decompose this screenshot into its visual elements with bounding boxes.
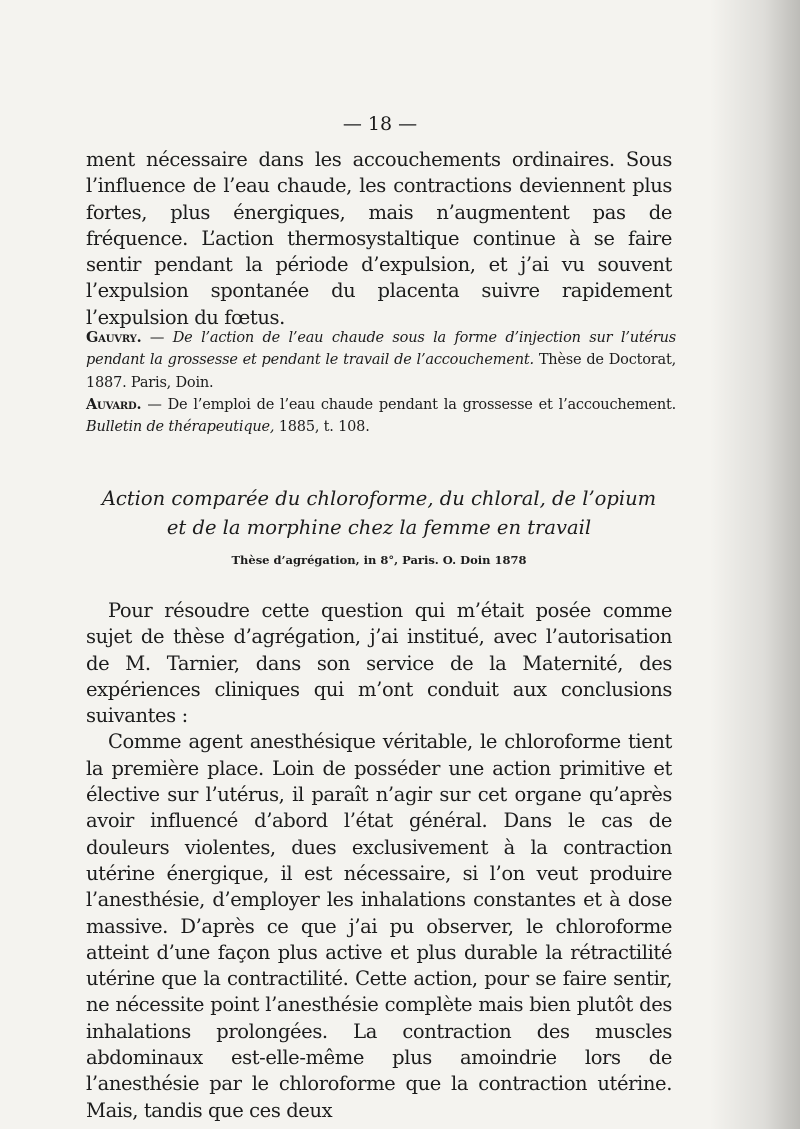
reference-gauvry bbox=[86, 327, 676, 394]
section-heading bbox=[86, 485, 672, 542]
reference-author: Gauvry. bbox=[86, 329, 142, 346]
reference-dash: — bbox=[141, 330, 173, 346]
page-edge-shadow bbox=[710, 0, 800, 1129]
reference-auvard bbox=[86, 394, 676, 439]
reference-details: 1885, t. 108. bbox=[274, 419, 370, 436]
reference-author: Auvard. bbox=[86, 395, 142, 413]
reference-details: Thèse de Doctorat, 1887. Paris, Doin. bbox=[86, 352, 676, 391]
section-subtitle: Thèse d’agrégation, in 8°, Paris. O. Doin 1878 bbox=[231, 553, 527, 567]
paragraph-chloroforme: Comme agent anesthésique véritable, le chloroforme tient la première place. Loin de posséder une action primitive et élective sur l’utérus, il paraît n’agir sur cet organe qu’après avoir influencé d’abord l’état général. Dans le cas de douleurs violentes, dues exclusivement à la contraction utérine énergique, il est nécessaire, si l’on veut produire l’anesthésie, d’employer les inhalations constantes et à dose massive. D’après ce que j’ai pu observer, le chloroforme atteint d’une façon plus active et plus durable la rétractilité utérine que la contractilité. Cette action, pour se faire sentir, ne nécessite point l’anesthésie complète mais bien plutôt des inhalations prolongées. La contraction des muscles abdominaux est-elle-même plus amoindrie lors de l’anesthésie par le chloroforme que la contraction utérine. Mais, tandis que ces deux bbox=[86, 730, 672, 1122]
section-heading-line-2: et de la morphine chez la femme en travail bbox=[166, 515, 592, 539]
paragraph-intro: ment nécessaire dans les accouchements ordinaires. Sous l’influence de l’eau chaude, les contractions deviennent plus fortes, plus énergiques, mais n’augmentent pas de fréquence. L’action thermosystaltique continue à se faire sentir pendant la période d’expulsion, et j’ai vu souvent l’expulsion spontanée du placenta suivre rapidement l’expulsion du fœtus. bbox=[86, 148, 672, 329]
reference-title: De l’action de l’eau chaude sous la forme d’injection sur l’utérus pendant la grossesse et pendant le travail de l’accouchement. bbox=[86, 330, 676, 369]
reference-dash: — bbox=[141, 396, 168, 413]
paragraph-question: Pour résoudre cette question qui m’était posée comme sujet de thèse d’agrégation, j’ai institué, avec l’autorisation de M. Tarnier, dans son service de la Maternité, des expériences cliniques qui m’ont conduit aux conclusions suivantes : bbox=[86, 599, 672, 728]
body-text bbox=[86, 598, 672, 1124]
section-heading-line-1: Action comparée du chloroforme, du chloral, de l’opium bbox=[101, 487, 657, 510]
reference-journal: Bulletin de thérapeutique, bbox=[86, 419, 275, 436]
reference-list bbox=[86, 327, 676, 438]
page-number: — 18 — bbox=[342, 113, 418, 135]
reference-title: De l’emploi de l’eau chaude pendant la grossesse et l’accouchement. bbox=[167, 396, 676, 413]
